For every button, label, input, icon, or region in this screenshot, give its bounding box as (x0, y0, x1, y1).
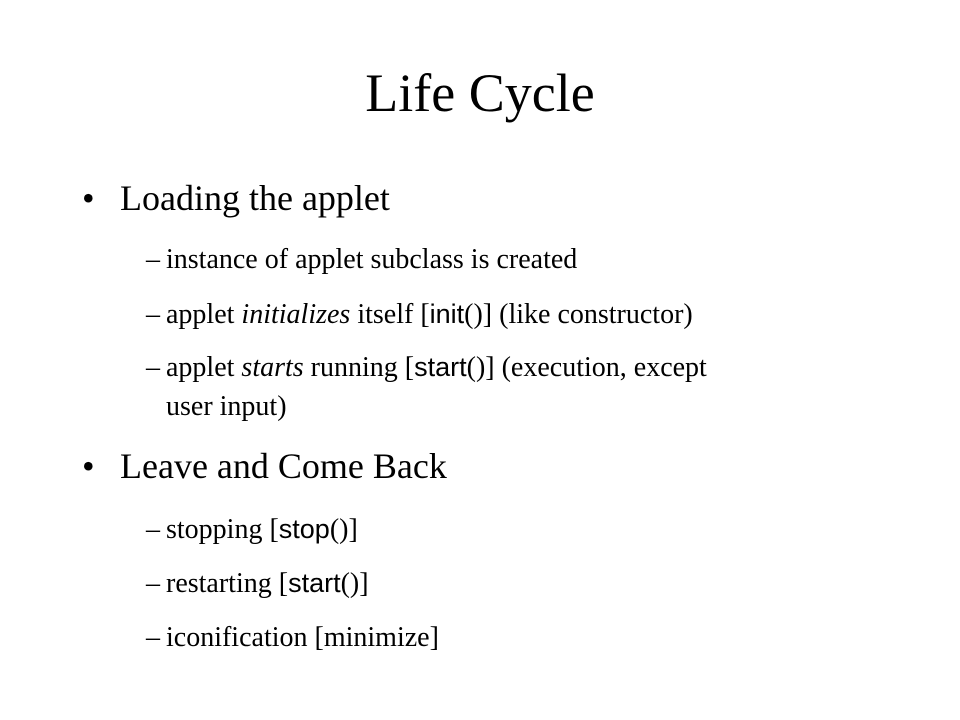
italic-term: initializes (241, 299, 351, 330)
sub-item-text: iconification [minimize] (166, 622, 439, 653)
italic-term: starts (241, 352, 304, 383)
method-name: start (288, 568, 341, 598)
method-name: start (414, 352, 467, 382)
text-part: ()] (340, 568, 369, 599)
text-part: applet (166, 299, 242, 330)
method-name: init (429, 299, 465, 329)
sub-item-text (166, 348, 726, 426)
method-name: stop (278, 514, 330, 544)
text-part: stopping [ (166, 514, 279, 545)
text-part: restarting [ (166, 568, 289, 599)
slide-title: Life Cycle (365, 63, 595, 123)
bullet-icon: • (82, 446, 95, 486)
sub-item-text (166, 510, 906, 549)
bullet-heading: Leave and Come Back (120, 446, 447, 486)
sub-item-text: instance of applet subclass is created (166, 244, 578, 275)
sub-item (146, 618, 906, 657)
text-part: applet (166, 352, 242, 383)
dash-icon: – (146, 568, 160, 599)
sub-item-text (166, 564, 906, 603)
text-part: ()] (like constructor) (464, 299, 693, 330)
bullet-loading-applet (82, 178, 390, 219)
text-part: itself [ (350, 299, 430, 330)
sub-item-text (166, 295, 906, 334)
dash-icon: – (146, 352, 160, 383)
sub-item (146, 564, 906, 603)
text-part: running [ (303, 352, 415, 383)
sub-item (146, 348, 906, 426)
sub-item (146, 295, 906, 334)
text-part: ()] (execution, except user input) (166, 352, 707, 423)
sub-item (146, 510, 906, 549)
sub-item (146, 240, 906, 279)
bullet-icon: • (82, 178, 95, 218)
bullet-leave-come-back (82, 446, 447, 487)
dash-icon: – (146, 244, 160, 275)
dash-icon: – (146, 514, 160, 545)
dash-icon: – (146, 622, 160, 653)
text-part: ()] (329, 514, 358, 545)
bullet-heading: Loading the applet (120, 178, 390, 218)
dash-icon: – (146, 299, 160, 330)
